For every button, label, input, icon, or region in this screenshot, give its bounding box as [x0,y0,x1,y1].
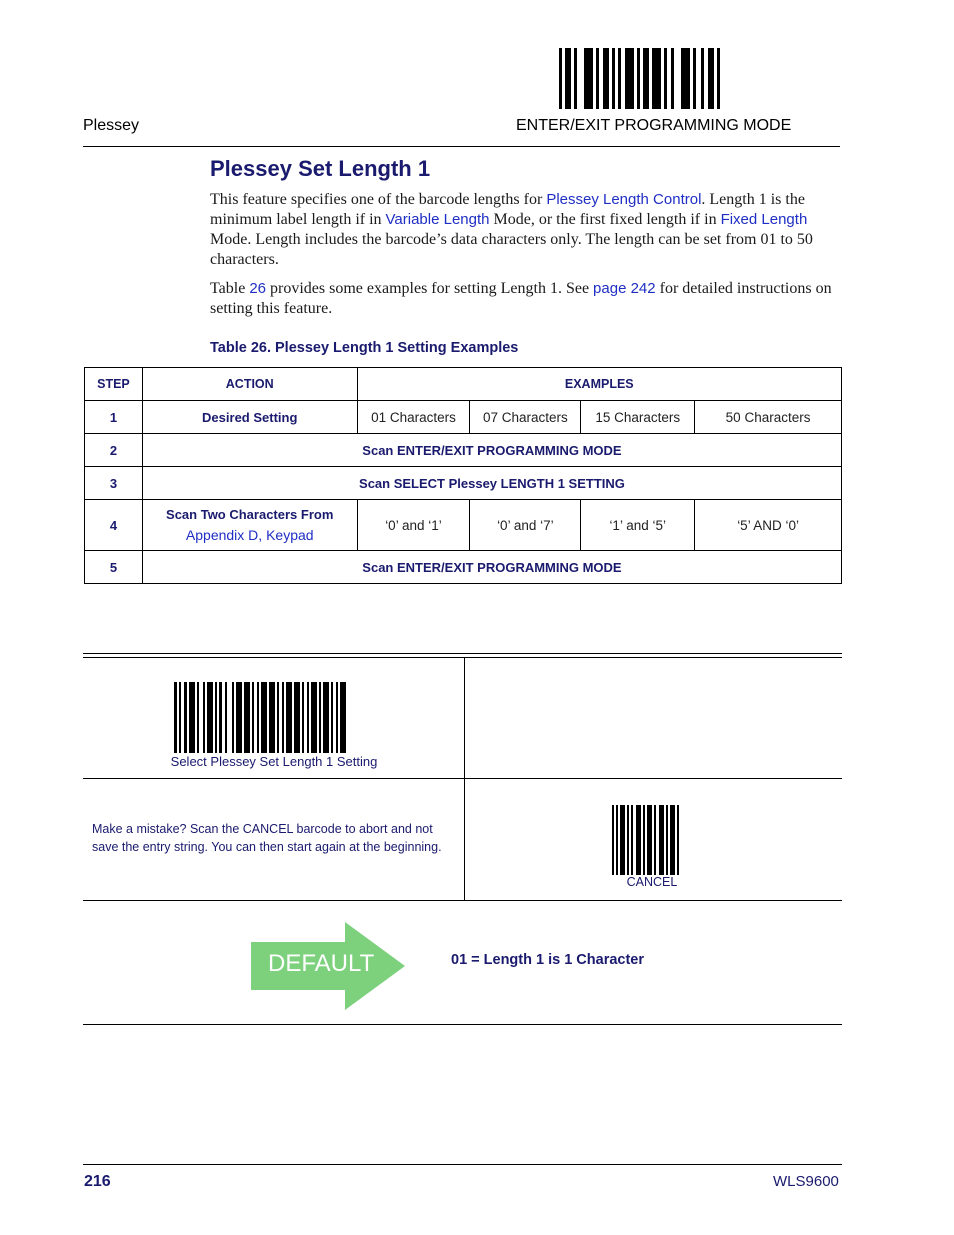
barcode-bar [681,48,690,109]
step-cell: 4 [85,500,143,551]
header-rule [83,146,840,147]
link-appendix-d-keypad[interactable]: Appendix D, Keypad [185,527,314,543]
table-caption: Table 26. Plessey Length 1 Setting Examples [210,340,519,356]
example-cell: ‘5’ AND ‘0’ [695,500,842,551]
header-step: STEP [85,368,143,401]
barcode-space [577,48,584,109]
cancel-barcode[interactable] [612,805,689,875]
barcode-grid-rule-middle [83,778,842,779]
action-text: Scan Two Characters From [166,507,334,522]
default-badge-text: DEFAULT [268,950,375,977]
footer-rule [83,1164,842,1165]
link-fixed-length[interactable]: Fixed Length [720,211,808,228]
action-cell: Desired Setting [142,401,357,434]
header-programming-barcode [559,48,742,109]
barcode-bar [584,48,593,109]
table-header-row [85,368,842,401]
link-table-26[interactable]: 26 [249,280,266,297]
page-number: 216 [84,1173,111,1190]
mistake-note: Make a mistake? Scan the CANCEL barcode to abort and not save the entry string. You can then start again at the beginning. [92,822,442,854]
table-row [85,434,842,467]
example-cell: ‘0’ and ‘1’ [357,500,470,551]
barcode-grid-rule-top [83,653,842,654]
programming-mode-label: ENTER/EXIT PROGRAMMING MODE [516,117,792,134]
barcode-bar [625,48,634,109]
table-row [85,551,842,584]
example-cell: 50 Characters [695,401,842,434]
action-cell: Scan SELECT Plessey LENGTH 1 SETTING [142,467,841,500]
page-title: Plessey Set Length 1 [210,156,431,181]
action-cell: Scan ENTER/EXIT PROGRAMMING MODE [142,551,841,584]
barcode-space [720,48,723,109]
barcode-space [679,805,681,875]
barcode-space [674,48,681,109]
barcode-grid-rule-bottom [83,900,842,901]
barcode-grid-rule-top-inner [83,657,842,658]
default-setting-text: 01 = Length 1 is 1 Character [451,952,645,968]
intro-paragraph-2 [210,279,840,319]
product-model: WLS9600 [773,1173,839,1190]
intro-text: provides some examples for setting Length 1. See [266,280,594,297]
intro-paragraph-1 [210,190,840,270]
select-length-barcode-label: Select Plessey Set Length 1 Setting [170,754,378,769]
default-section-rule [83,1024,842,1025]
intro-text: This feature specifies one of the barcode lengths for [210,191,547,208]
action-cell [142,500,357,551]
link-page-242[interactable]: page 242 [593,280,656,297]
action-cell: Scan ENTER/EXIT PROGRAMMING MODE [142,434,841,467]
intro-text: for detailed instructions on setting this feature. [210,280,832,317]
intro-text: Table [210,280,250,297]
step-cell: 3 [85,467,143,500]
example-cell: 07 Characters [470,401,581,434]
table-row [85,500,842,551]
length-examples-table [84,367,842,584]
table-row [85,467,842,500]
step-cell: 2 [85,434,143,467]
header-examples: EXAMPLES [357,368,841,401]
barcode-space [346,682,348,753]
example-cell: 15 Characters [581,401,695,434]
select-length-barcode[interactable] [174,682,374,753]
section-name: Plessey [83,117,140,134]
step-cell: 1 [85,401,143,434]
step-cell: 5 [85,551,143,584]
link-variable-length[interactable]: Variable Length [385,211,490,228]
example-cell: ‘1’ and ‘5’ [581,500,695,551]
intro-text: Mode, or the first fixed length if in [489,211,721,228]
intro-text: Mode. Length includes the barcode’s data characters only. The length can be set from 01 to 50 characters. [210,231,813,268]
example-cell: 01 Characters [357,401,470,434]
example-cell: ‘0’ and ‘7’ [470,500,581,551]
intro-text: . Length 1 is the minimum label length if in [210,191,805,228]
barcode-bar [652,48,661,109]
table-row [85,401,842,434]
cancel-barcode-label: CANCEL [626,875,678,889]
link-plessey-length-control[interactable]: Plessey Length Control [546,191,702,208]
header-action: ACTION [142,368,357,401]
